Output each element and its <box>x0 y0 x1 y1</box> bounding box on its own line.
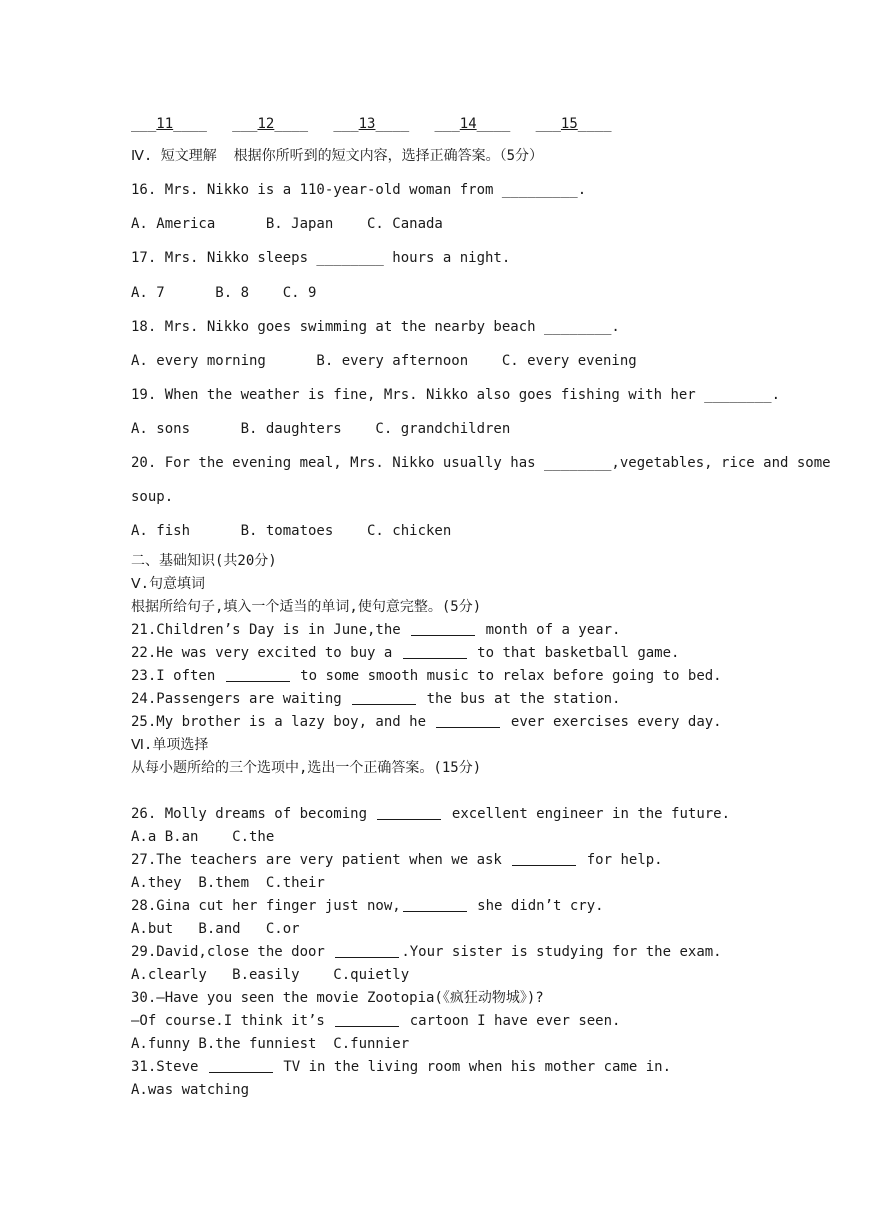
item-text: TV in the living room when his mother came in. <box>283 1059 672 1075</box>
section-5-instruction: 根据所给句子,填入一个适当的单词,使句意完整。(5分) <box>131 599 482 615</box>
answer-blank[interactable] <box>403 897 467 912</box>
options-30: A.funny B.the funniest C.funnier <box>131 1036 410 1052</box>
answer-blank[interactable] <box>512 851 576 866</box>
item-text: 22.He was very excited to buy a <box>131 645 393 661</box>
item-text: cartoon I have ever seen. <box>409 1013 621 1029</box>
item-text: 28.Gina cut her finger just now, <box>131 898 401 914</box>
answer-number: 11 <box>156 116 174 132</box>
item-text: 29.David,close the door <box>131 944 325 960</box>
answer-number-row: ___11____ ___12____ ___13____ ___14____ ___15____ <box>131 116 612 132</box>
section-5-title: Ⅴ.句意填词 <box>131 576 206 592</box>
item-text: 24.Passengers are waiting <box>131 691 342 707</box>
options-31: A.was watching <box>131 1082 250 1098</box>
options-28: A.but B.and C.or <box>131 921 300 937</box>
options-16: A. America B. Japan C. Canada <box>131 216 443 232</box>
fill-item-24 <box>131 690 620 708</box>
answer-blank[interactable] <box>403 644 467 659</box>
question-20: 20. For the evening meal, Mrs. Nikko usually has ________,vegetables, rice and some <box>131 455 831 471</box>
item-text: 23.I often <box>131 668 216 684</box>
item-text: to some smooth music to relax before going to bed. <box>300 668 722 684</box>
choice-item-30-line2 <box>131 1012 620 1030</box>
fill-item-21 <box>131 621 620 639</box>
fill-item-25 <box>131 713 722 731</box>
answer-number: 13 <box>358 116 376 132</box>
choice-item-30: 30.—Have you seen the movie Zootopia(《疯狂动物城》)? <box>131 990 544 1006</box>
options-29: A.clearly B.easily C.quietly <box>131 967 410 983</box>
item-text: 25.My brother is a lazy boy, and he <box>131 714 427 730</box>
options-27: A.they B.them C.their <box>131 875 325 891</box>
item-text: 27.The teachers are very patient when we ask <box>131 852 502 868</box>
item-text: the bus at the station. <box>426 691 621 707</box>
options-18: A. every morning B. every afternoon C. every evening <box>131 353 637 369</box>
question-17: 17. Mrs. Nikko sleeps ________ hours a night. <box>131 250 511 266</box>
answer-blank[interactable] <box>352 690 416 705</box>
answer-blank[interactable] <box>377 805 441 820</box>
question-18: 18. Mrs. Nikko goes swimming at the nearby beach ________. <box>131 319 620 335</box>
options-20: A. fish B. tomatoes C. chicken <box>131 523 452 539</box>
section-6-instruction: 从每小题所给的三个选项中,选出一个正确答案。(15分) <box>131 760 482 776</box>
options-17: A. 7 B. 8 C. 9 <box>131 285 317 301</box>
answer-blank[interactable] <box>335 1012 399 1027</box>
item-text: .Your sister is studying for the exam. <box>401 944 722 960</box>
fill-item-23 <box>131 667 722 685</box>
answer-blank[interactable] <box>436 713 500 728</box>
choice-item-31 <box>131 1058 671 1076</box>
answer-number: 14 <box>459 116 477 132</box>
answer-number: 15 <box>560 116 578 132</box>
item-text: ever exercises every day. <box>510 714 722 730</box>
choice-item-26 <box>131 805 730 823</box>
answer-blank[interactable] <box>335 943 399 958</box>
options-19: A. sons B. daughters C. grandchildren <box>131 421 511 437</box>
item-text: 26. Molly dreams of becoming <box>131 806 368 822</box>
item-text: 31.Steve <box>131 1059 199 1075</box>
options-26: A.a B.an C.the <box>131 829 275 845</box>
item-text: for help. <box>586 852 663 868</box>
item-text: she didn’t cry. <box>477 898 604 914</box>
answer-blank[interactable] <box>209 1058 273 1073</box>
fill-item-22 <box>131 644 679 662</box>
section-4-title: Ⅳ. 短文理解 根据你所听到的短文内容，选择正确答案。（5分） <box>131 148 544 164</box>
section-6-title: Ⅵ.单项选择 <box>131 737 209 753</box>
answer-blank[interactable] <box>226 667 290 682</box>
choice-item-28 <box>131 897 604 915</box>
choice-item-27 <box>131 851 663 869</box>
item-text: 21.Children’s Day is in June,the <box>131 622 401 638</box>
question-19: 19. When the weather is fine, Mrs. Nikko also goes fishing with her ________. <box>131 387 781 403</box>
item-text: excellent engineer in the future. <box>451 806 731 822</box>
question-20-continued: soup. <box>131 489 174 505</box>
question-16: 16. Mrs. Nikko is a 110-year-old woman from _________. <box>131 182 587 198</box>
item-text: to that basketball game. <box>477 645 680 661</box>
part-2-title: 二、基础知识(共20分) <box>131 553 277 569</box>
item-text: month of a year. <box>485 622 621 638</box>
item-text: —Of course.I think it’s <box>131 1013 325 1029</box>
answer-number: 12 <box>257 116 275 132</box>
answer-blank[interactable] <box>411 621 475 636</box>
choice-item-29 <box>131 943 722 961</box>
